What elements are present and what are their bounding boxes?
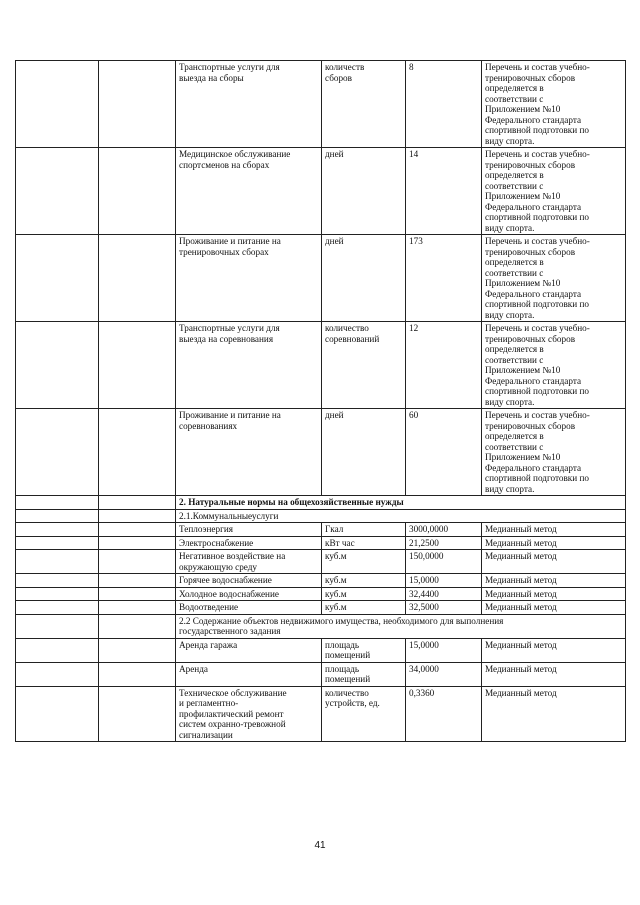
section-heading: 2.1.Коммунальныеуслуги	[176, 509, 626, 523]
cell-note: Медианный метод	[482, 662, 626, 686]
cell-unit: количеств сборов	[322, 61, 406, 148]
cell-value: 34,0000	[406, 662, 482, 686]
empty-cell-col2	[99, 523, 176, 537]
empty-cell-col2	[99, 61, 176, 148]
empty-cell-col1	[16, 322, 99, 409]
cell-value: 3000,0000	[406, 523, 482, 537]
empty-cell-col2	[99, 601, 176, 615]
table-row	[16, 601, 626, 615]
cell-note: Медианный метод	[482, 523, 626, 537]
cell-name: Теплоэнергия	[176, 523, 322, 537]
cell-value: 32,5000	[406, 601, 482, 615]
empty-cell-col2	[99, 409, 176, 496]
cell-note: Медианный метод	[482, 638, 626, 662]
cell-value: 21,2500	[406, 536, 482, 550]
empty-cell-col2	[99, 638, 176, 662]
table-row	[16, 235, 626, 322]
empty-cell-col2	[99, 148, 176, 235]
cell-name: Электроснабжение	[176, 536, 322, 550]
empty-cell-col1	[16, 536, 99, 550]
empty-cell-col1	[16, 614, 99, 638]
cell-value: 32,4400	[406, 587, 482, 601]
cell-name: Аренда	[176, 662, 322, 686]
cell-name: Проживание и питание на тренировочных сборах	[176, 235, 322, 322]
table-row	[16, 662, 626, 686]
section-row	[16, 496, 626, 510]
cell-note: Медианный метод	[482, 536, 626, 550]
table-row	[16, 686, 626, 742]
cell-unit: дней	[322, 148, 406, 235]
cell-value: 0,3360	[406, 686, 482, 742]
empty-cell-col1	[16, 148, 99, 235]
cell-note: Медианный метод	[482, 587, 626, 601]
table-row	[16, 523, 626, 537]
table-row	[16, 536, 626, 550]
empty-cell-col1	[16, 235, 99, 322]
empty-cell-col1	[16, 686, 99, 742]
table-row	[16, 574, 626, 588]
cell-unit: количество устройств, ед.	[322, 686, 406, 742]
empty-cell-col2	[99, 550, 176, 574]
cell-name: Проживание и питание на соревнованиях	[176, 409, 322, 496]
section-heading: 2. Натуральные нормы на общехозяйственные нужды	[176, 496, 626, 510]
empty-cell-col2	[99, 322, 176, 409]
empty-cell-col1	[16, 587, 99, 601]
cell-note: Медианный метод	[482, 574, 626, 588]
cell-value: 15,0000	[406, 574, 482, 588]
empty-cell-col2	[99, 662, 176, 686]
cell-value: 173	[406, 235, 482, 322]
empty-cell-col2	[99, 536, 176, 550]
cell-note: Медианный метод	[482, 601, 626, 615]
section-row	[16, 614, 626, 638]
empty-cell-col2	[99, 574, 176, 588]
cell-unit: Гкал	[322, 523, 406, 537]
cell-unit: дней	[322, 409, 406, 496]
empty-cell-col1	[16, 662, 99, 686]
cell-unit: дней	[322, 235, 406, 322]
empty-cell-col1	[16, 601, 99, 615]
cell-name: Холодное водоснабжение	[176, 587, 322, 601]
norms-table	[15, 60, 626, 742]
cell-value: 14	[406, 148, 482, 235]
cell-unit: кВт час	[322, 536, 406, 550]
cell-value: 15,0000	[406, 638, 482, 662]
cell-note: Перечень и состав учебно- тренировочных сборов определяется в соответствии с Приложением №10 Федерального стандарта спортивной подготовки по виду спорта.	[482, 235, 626, 322]
section-row	[16, 509, 626, 523]
table-row	[16, 638, 626, 662]
table-row	[16, 148, 626, 235]
empty-cell-col2	[99, 235, 176, 322]
cell-unit: количество соревнований	[322, 322, 406, 409]
empty-cell-col2	[99, 587, 176, 601]
cell-unit: площадь помещений	[322, 638, 406, 662]
cell-note: Перечень и состав учебно- тренировочных сборов определяется в соответствии с Приложением №10 Федерального стандарта спортивной подготовки по виду спорта.	[482, 409, 626, 496]
section-heading: 2.2 Содержание объектов недвижимого имущества, необходимого для выполнения государственного задания	[176, 614, 626, 638]
table-row	[16, 61, 626, 148]
empty-cell-col2	[99, 614, 176, 638]
empty-cell-col2	[99, 509, 176, 523]
cell-value: 12	[406, 322, 482, 409]
norms-table-body	[16, 61, 626, 742]
cell-unit: куб.м	[322, 587, 406, 601]
cell-unit: площадь помещений	[322, 662, 406, 686]
cell-note: Перечень и состав учебно- тренировочных сборов определяется в соответствии с Приложением №10 Федерального стандарта спортивной подготовки по виду спорта.	[482, 322, 626, 409]
cell-name: Транспортные услуги для выезда на соревнования	[176, 322, 322, 409]
cell-name: Транспортные услуги для выезда на сборы	[176, 61, 322, 148]
cell-name: Горячее водоснабжение	[176, 574, 322, 588]
table-row	[16, 409, 626, 496]
cell-name: Техническое обслуживание и регламентно- профилактический ремонт систем охранно-тревожной сигнализации	[176, 686, 322, 742]
page-number: 41	[314, 840, 326, 851]
empty-cell-col2	[99, 496, 176, 510]
empty-cell-col2	[99, 686, 176, 742]
empty-cell-col1	[16, 574, 99, 588]
cell-unit: куб.м	[322, 550, 406, 574]
cell-name: Водоотведение	[176, 601, 322, 615]
table-row	[16, 322, 626, 409]
cell-value: 150,0000	[406, 550, 482, 574]
table-row	[16, 587, 626, 601]
cell-unit: куб.м	[322, 601, 406, 615]
empty-cell-col1	[16, 61, 99, 148]
cell-note: Медианный метод	[482, 686, 626, 742]
empty-cell-col1	[16, 523, 99, 537]
empty-cell-col1	[16, 409, 99, 496]
cell-value: 8	[406, 61, 482, 148]
cell-unit: куб.м	[322, 574, 406, 588]
cell-note: Перечень и состав учебно- тренировочных сборов определяется в соответствии с Приложением №10 Федерального стандарта спортивной подготовки по виду спорта.	[482, 148, 626, 235]
cell-name: Аренда гаража	[176, 638, 322, 662]
empty-cell-col1	[16, 496, 99, 510]
cell-note: Перечень и состав учебно- тренировочных сборов определяется в соответствии с Приложением №10 Федерального стандарта спортивной подготовки по виду спорта.	[482, 61, 626, 148]
empty-cell-col1	[16, 550, 99, 574]
cell-value: 60	[406, 409, 482, 496]
empty-cell-col1	[16, 638, 99, 662]
cell-name: Негативное воздействие на окружающую среду	[176, 550, 322, 574]
empty-cell-col1	[16, 509, 99, 523]
cell-name: Медицинское обслуживание спортсменов на сборах	[176, 148, 322, 235]
cell-note: Медианный метод	[482, 550, 626, 574]
table-row	[16, 550, 626, 574]
